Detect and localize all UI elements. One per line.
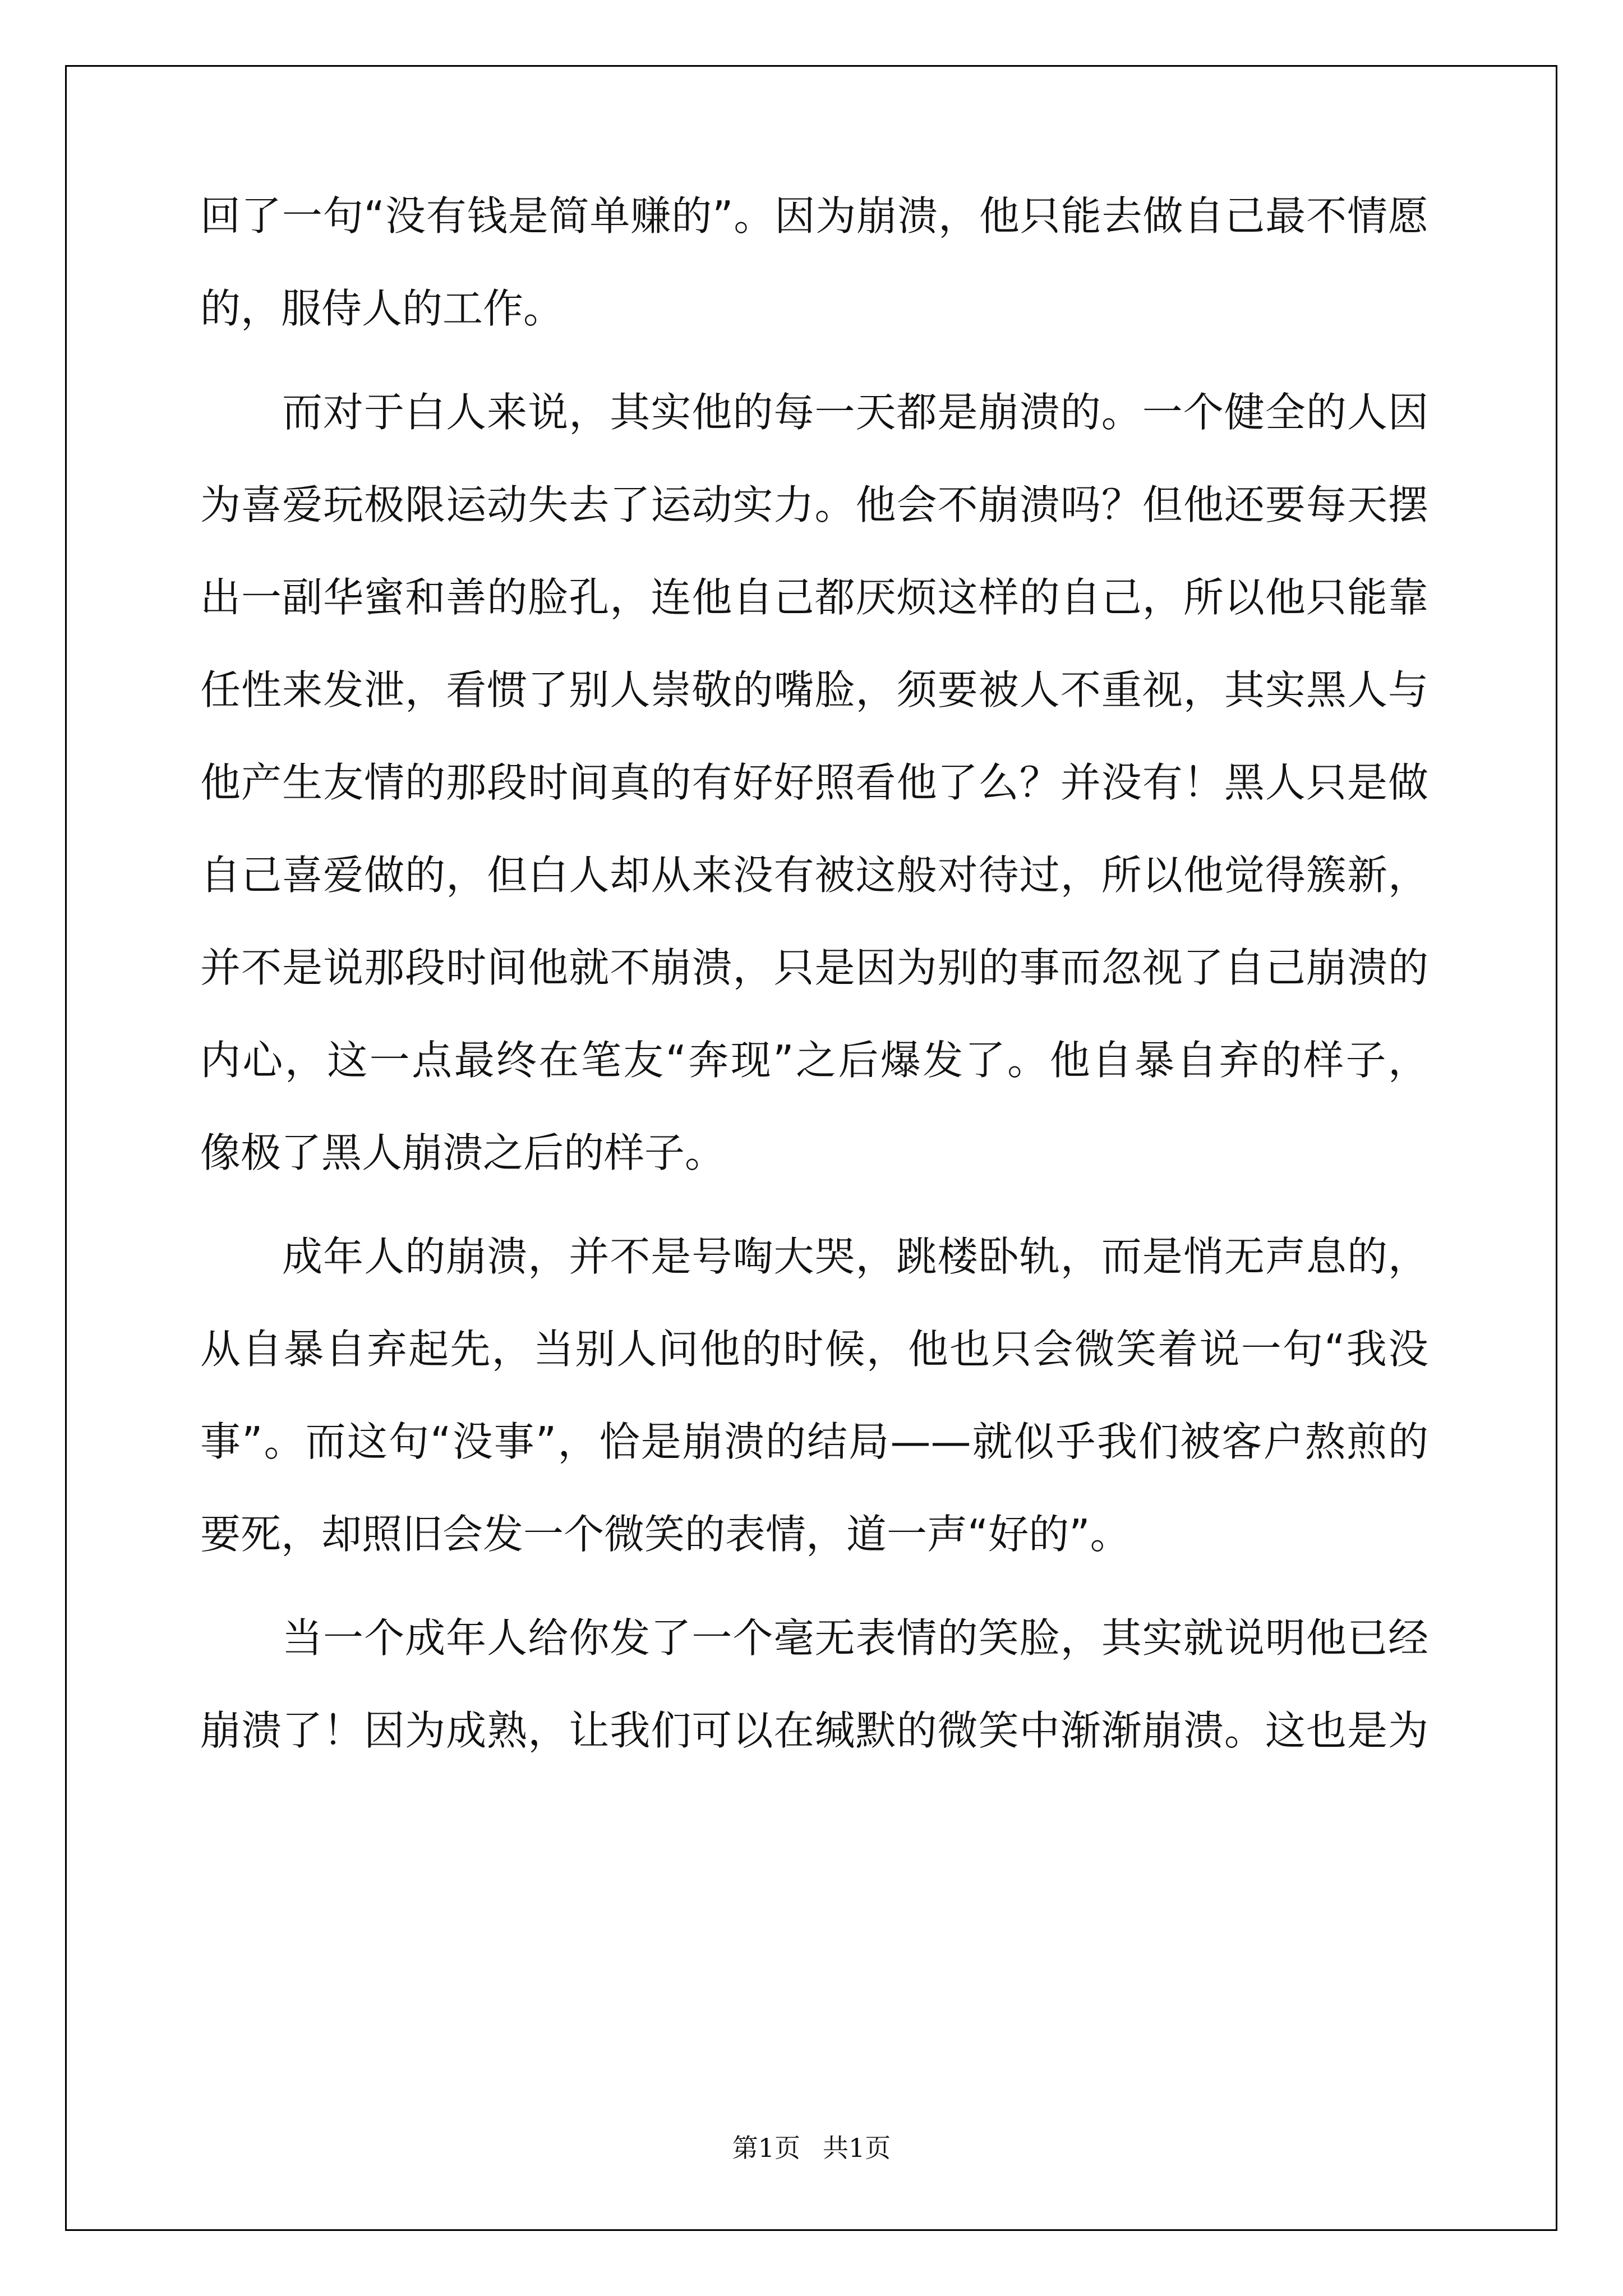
- text-line: 崩溃了！因为成熟，让我们可以在缄默的微笑中渐渐崩溃。这也是为: [200, 1707, 1428, 1754]
- text-line: 他产生友情的那段时间真的有好好照看他了么？并没有！黑人只是做: [200, 759, 1428, 806]
- text-line: 从自暴自弃起先，当别人问他的时候，他也只会微笑着说一句“我没: [200, 1326, 1428, 1373]
- page-number-total: 共1页: [823, 2133, 891, 2163]
- text-line: 出一副华蜜和善的脸孔，连他自己都厌烦这样的自己，所以他只能靠: [200, 574, 1428, 621]
- text-line: 自己喜爱做的，但白人却从来没有被这般对待过，所以他觉得簇新，: [200, 852, 1428, 899]
- paragraph-first-line: 成年人的崩溃，并不是号啕大哭，跳楼卧轨，而是悄无声息的，: [282, 1233, 1428, 1280]
- page-number-current: 第1页: [732, 2133, 800, 2163]
- page-footer: [0, 2128, 1623, 2165]
- paragraph-first-line: 当一个成年人给你发了一个毫无表情的笑脸，其实就说明他已经: [282, 1614, 1428, 1662]
- text-line: 像极了黑人崩溃之后的样子。: [200, 1129, 726, 1176]
- text-line: 的，服侍人的工作。: [200, 285, 564, 332]
- text-line: 要死，却照旧会发一个微笑的表情，道一声“好的”。: [200, 1511, 1131, 1558]
- text-line: 回了一句“没有钱是简单赚的”。因为崩溃，他只能去做自己最不情愿: [200, 192, 1428, 240]
- text-line: 内心，这一点最终在笔友“奔现”之后爆发了。他自暴自弃的样子，: [200, 1037, 1428, 1084]
- text-line: 为喜爱玩极限运动失去了运动实力。他会不崩溃吗？但他还要每天摆: [200, 481, 1428, 528]
- paragraph-first-line: 而对于白人来说，其实他的每一天都是崩溃的。一个健全的人因: [282, 389, 1428, 436]
- text-line: 并不是说那段时间他就不崩溃，只是因为别的事而忽视了自己崩溃的: [200, 944, 1428, 991]
- text-line: 事”。而这句“没事”，恰是崩溃的结局——就似乎我们被客户熬煎的: [200, 1418, 1428, 1465]
- document-body: [200, 188, 1428, 1795]
- text-line: 任性来发泄，看惯了别人崇敬的嘴脸，须要被人不重视，其实黑人与: [200, 666, 1428, 714]
